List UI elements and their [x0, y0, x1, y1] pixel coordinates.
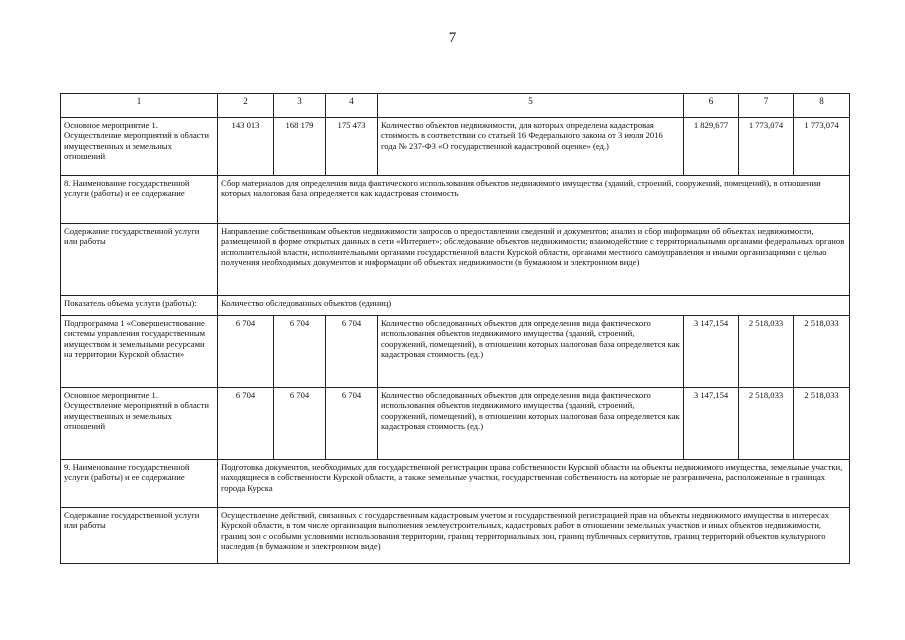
section-label: 8. Наименование государственной услуги (работы) и ее содержание: [61, 176, 218, 224]
value-col3: 6 704: [274, 388, 326, 460]
header-cell: 6: [684, 94, 739, 118]
value-col3: 168 179: [274, 118, 326, 176]
header-cell: 3: [274, 94, 326, 118]
table-row: [61, 224, 850, 296]
header-cell: 5: [378, 94, 684, 118]
value-col2: 6 704: [218, 388, 274, 460]
section-label: Содержание государственной услуги или работы: [61, 508, 218, 564]
value-col4: 6 704: [326, 316, 378, 388]
row-name: Основное мероприятие 1. Осуществление мероприятий в области имущественных и земельных отношений: [61, 118, 218, 176]
value-col2: 6 704: [218, 316, 274, 388]
indicator-description: Количество обследованных объектов для определения вида фактического использования объектов недвижимого имущества (зданий, строений, сооружений, помещений), в отношении которых налоговая база определяется как кадастровая стоимость (ед.): [378, 388, 684, 460]
plan-table: [60, 93, 850, 564]
row-name: Основное мероприятие 1. Осуществление мероприятий в области имущественных и земельных отношений: [61, 388, 218, 460]
value-col7: 2 518,033: [739, 316, 794, 388]
header-cell: 4: [326, 94, 378, 118]
table-row: [61, 388, 850, 460]
table-row: [61, 316, 850, 388]
value-col8: 1 773,074: [794, 118, 850, 176]
indicator-label: Показатель объема услуги (работы):: [61, 296, 218, 316]
section-label: 9. Наименование государственной услуги (работы) и ее содержание: [61, 460, 218, 508]
value-col4: 6 704: [326, 388, 378, 460]
indicator-description: Количество обследованных объектов для определения вида фактического использования объектов недвижимого имущества (зданий, строений, сооружений, помещений), в отношении которых налоговая база определяется как кадастровая стоимость (ед.): [378, 316, 684, 388]
table-header-row: [61, 94, 850, 118]
section-text: Направление собственникам объектов недвижимости запросов о предоставлении сведений и документов; анализ и сбор информации об объектах недвижимости, размещенной в форме открытых данных в сети «Интернет»; обследование объектов недвижимости; взаимодействие с территориальными органами федеральных органов исполнительной власти, исполнительными органами государственной власти Курской области, органами местного самоуправления и иными организациями с целью получения необходимых документов и информации об объектах недвижимости (в бумажном и электронном виде): [218, 224, 850, 296]
page-number: 7: [448, 30, 457, 46]
value-col7: 2 518,033: [739, 388, 794, 460]
header-cell: 1: [61, 94, 218, 118]
value-col2: 143 013: [218, 118, 274, 176]
section-text: Осуществление действий, связанных с государственным кадастровым учетом и государственной регистрацией прав на объекты недвижимого имущества в интересах Курской области, в том числе организация выполнения землеустроительных, кадастровых работ в отношении земельных участков и иных объектов недвижимости, границ зон с особыми условиями использования территории, границ территориальных зон, границ публичных сервитутов, границ территорий объектов культурного наследия (в бумажном и электронном виде): [218, 508, 850, 564]
section-text: Подготовка документов, необходимых для государственной регистрации права собственности Курской области на объекты недвижимого имущества, земельные участки, находящиеся в собственности Курской области, а также земельные участки, государственная собственность на которые не разграничена, расположенные в границах города Курска: [218, 460, 850, 508]
table-row: [61, 508, 850, 564]
header-cell: 2: [218, 94, 274, 118]
value-col6: 3 147,154: [684, 316, 739, 388]
row-name: Подпрограмма 1 «Совершенствование системы управления государственным имуществом и земельными ресурсами на территории Курской области»: [61, 316, 218, 388]
value-col8: 2 518,033: [794, 388, 850, 460]
value-col6: 1 829,677: [684, 118, 739, 176]
value-col6: 3 147,154: [684, 388, 739, 460]
value-col7: 1 773,074: [739, 118, 794, 176]
value-col8: 2 518,033: [794, 316, 850, 388]
section-label: Содержание государственной услуги или работы: [61, 224, 218, 296]
table-row: [61, 176, 850, 224]
indicator-description: Количество объектов недвижимости, для которых определена кадастровая стоимость в соответствии со статьей 16 Федерального закона от 3 июля 2016 года № 237-ФЗ «О государственной кадастровой оценке» (ед.): [378, 118, 684, 176]
table-row: [61, 296, 850, 316]
value-col4: 175 473: [326, 118, 378, 176]
value-col3: 6 704: [274, 316, 326, 388]
section-text: Сбор материалов для определения вида фактического использования объектов недвижимого имущества (зданий, строений, сооружений, помещений), в отношении которых налоговая база определяется как кадастровая стоимость: [218, 176, 850, 224]
table-row: [61, 118, 850, 176]
header-cell: 8: [794, 94, 850, 118]
indicator-text: Количество обследованных объектов (единиц): [218, 296, 850, 316]
table-row: [61, 460, 850, 508]
header-cell: 7: [739, 94, 794, 118]
